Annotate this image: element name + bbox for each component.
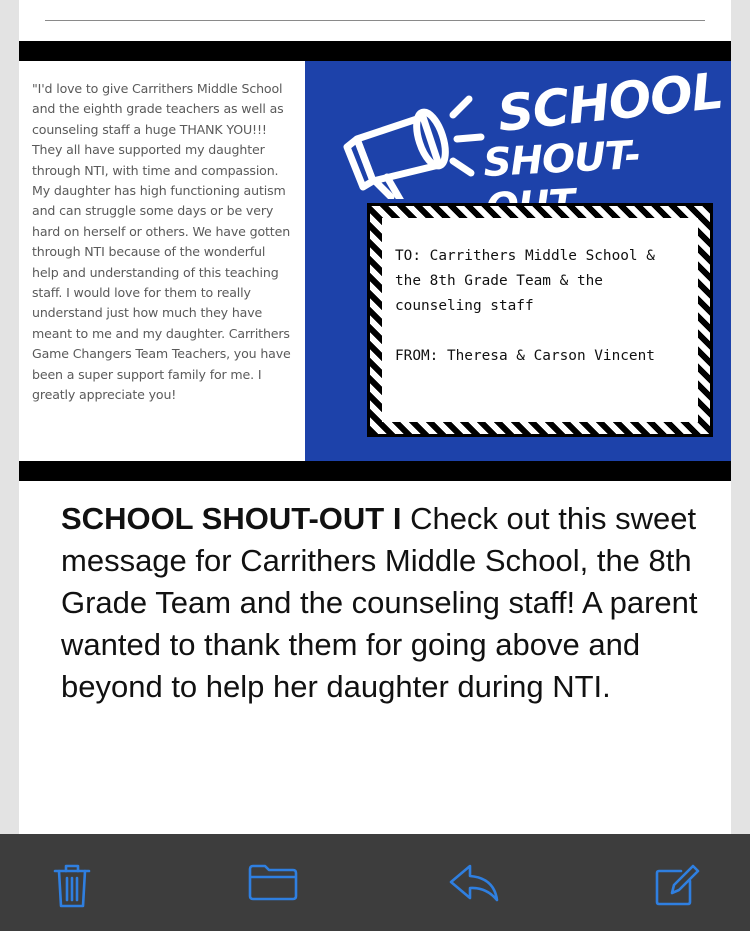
post-caption xyxy=(61,498,701,708)
move-to-folder-button[interactable] xyxy=(245,862,301,918)
graphic-title-shout-out: SHOUT-OUT xyxy=(482,132,642,187)
parent-quote: "I'd love to give Carrithers Middle School and the eighth grade teachers as well as counseling staff a huge THANK YOU!!! They all have supported my daughter through NTI, with time and compassion. My daughter has high functioning autism and can struggle some days or be very hard on herself or others. We have gotten through NTI because of the wonderful help and understanding of this teaching staff. I would love for them to really understand just how much they have meant to me and my daughter. Carrithers Game Changers Team Teachers, you have been a super support family for me. I greatly appreciate you! xyxy=(32,81,291,403)
message-body xyxy=(19,0,731,834)
note-card-content xyxy=(382,218,698,422)
note-from-line: FROM: Theresa & Carson Vincent xyxy=(395,348,655,364)
divider xyxy=(45,20,705,21)
note-to-line: TO: Carrithers Middle School & xyxy=(395,248,655,264)
megaphone-icon xyxy=(335,69,485,199)
compose-icon xyxy=(653,862,701,908)
caption-body: Check out this sweet message for Carrithers Middle School, the 8th Grade Team and the counseling staff! A parent wanted to thank them for going above and beyond to help her daughter during NTI. xyxy=(61,501,698,704)
compose-button[interactable] xyxy=(649,862,705,918)
mail-toolbar xyxy=(0,834,750,931)
reply-icon xyxy=(448,862,500,904)
note-to-line: counseling staff xyxy=(395,298,534,314)
quote-panel xyxy=(19,61,305,461)
shout-out-graphic xyxy=(19,41,731,481)
caption-lead: SCHOOL SHOUT-OUT I xyxy=(61,501,402,536)
delete-button[interactable] xyxy=(44,862,100,918)
trash-icon xyxy=(52,862,92,910)
note-to-line: the 8th Grade Team & the xyxy=(395,273,603,289)
note-card xyxy=(367,203,713,437)
shout-out-panel xyxy=(305,61,731,461)
reply-button[interactable] xyxy=(446,862,502,918)
folder-icon xyxy=(247,862,299,902)
graphic-title-school: SCHOOL xyxy=(494,61,726,143)
